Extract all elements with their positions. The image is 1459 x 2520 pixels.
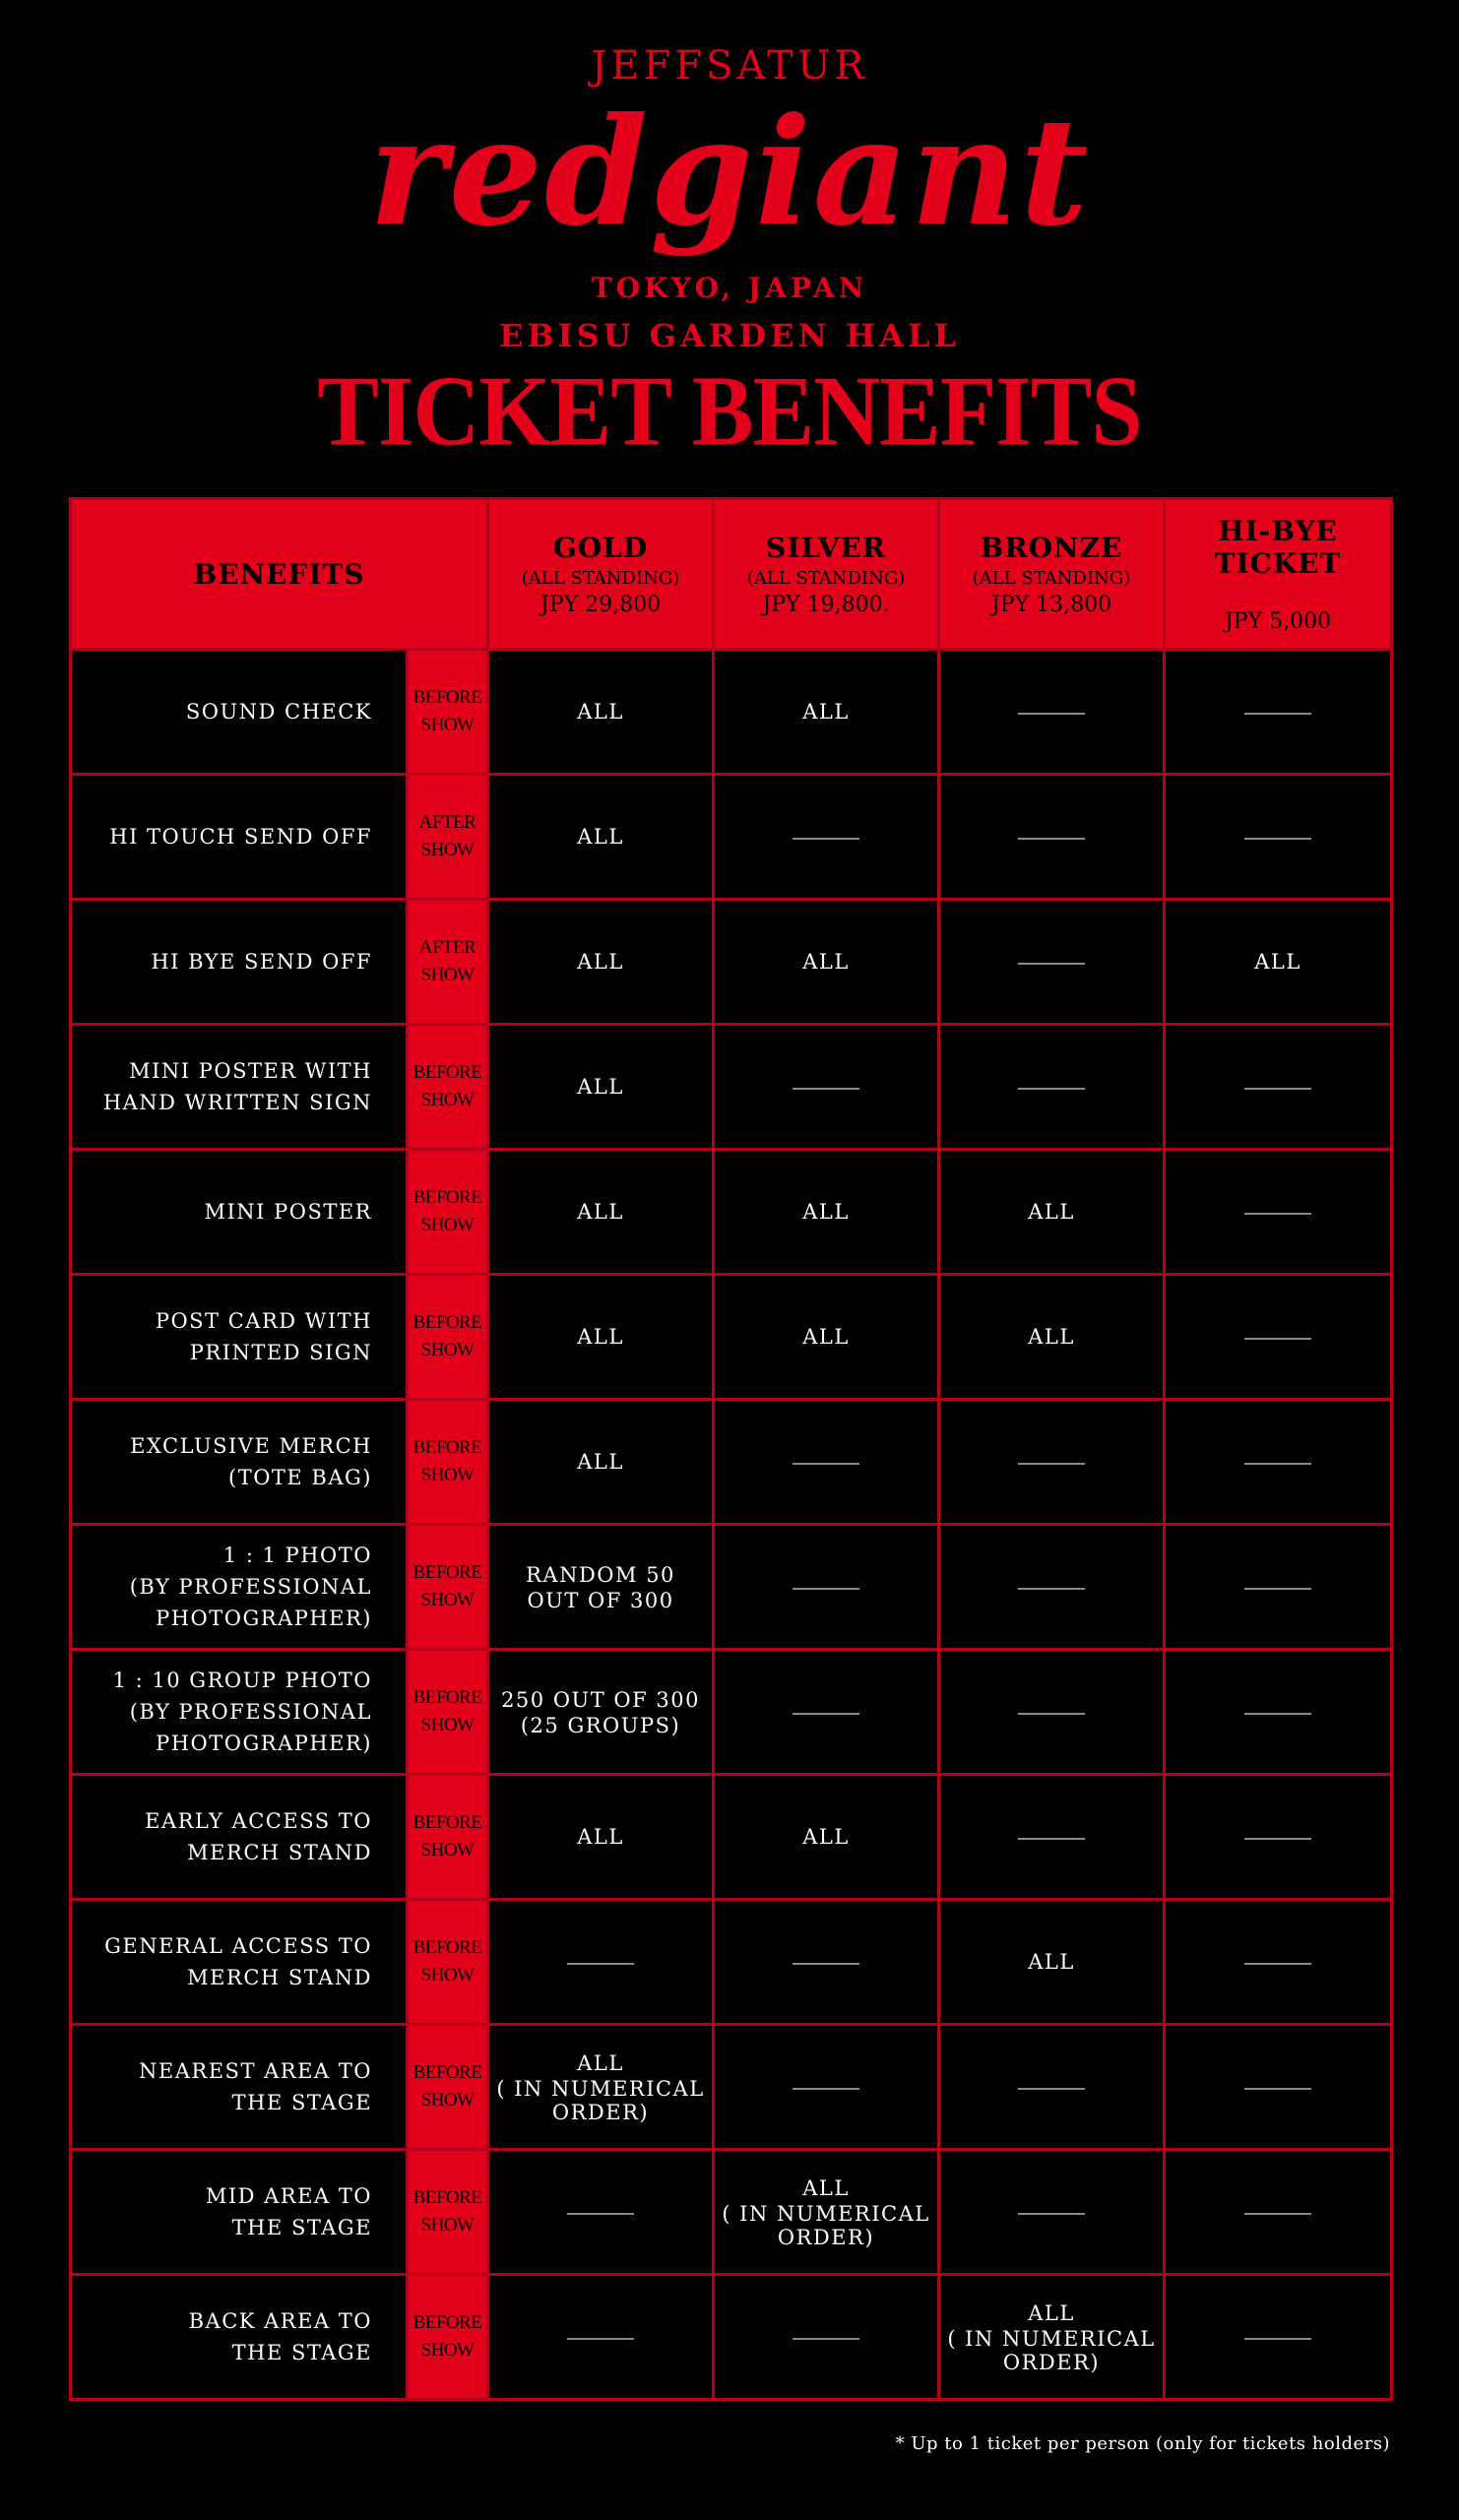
tier-price: JPY 5,000 — [1224, 608, 1332, 634]
timing-line: BEFORE — [412, 1062, 482, 1083]
timing-line: SHOW — [420, 840, 475, 860]
benefit-name-line: MINI POSTER — [204, 1200, 372, 1224]
benefit-name — [71, 1650, 408, 1775]
tier-cell — [1165, 1150, 1392, 1275]
not-included-dash — [793, 1088, 859, 1090]
table-row — [71, 1775, 1392, 1900]
benefit-name — [71, 1900, 408, 2025]
tier-cell — [488, 1650, 714, 1775]
timing-badge — [408, 1525, 488, 1650]
tier-cell-line: ALL — [802, 1825, 850, 1849]
table-header-row — [71, 499, 1392, 650]
benefit-name — [71, 900, 408, 1025]
benefit-name-line: (BY PROFESSIONAL — [129, 1700, 372, 1724]
timing-badge — [408, 1025, 488, 1150]
tier-cell — [939, 650, 1165, 775]
not-included-dash — [1018, 2088, 1085, 2090]
not-included-dash — [793, 838, 859, 840]
tier-cell-line: ALL — [802, 950, 850, 974]
timing-line: BEFORE — [412, 687, 482, 708]
not-included-dash — [1244, 1963, 1311, 1965]
tier-cell — [488, 1150, 714, 1275]
tier-price: JPY 29,800 — [539, 592, 662, 617]
tier-cell — [714, 1650, 939, 1775]
timing-line: AFTER — [418, 812, 476, 833]
tier-cell — [714, 2275, 939, 2400]
tier-cell — [714, 1400, 939, 1525]
tier-cell-line: ALL — [577, 1075, 624, 1099]
tier-cell — [714, 1025, 939, 1150]
tier-cell-line: ALL — [1028, 1325, 1075, 1349]
tier-name: SILVER — [766, 531, 887, 564]
tier-cell — [939, 1525, 1165, 1650]
table-row — [71, 2275, 1392, 2400]
benefit-name — [71, 1775, 408, 1900]
tier-cell-line: ALL — [1028, 1200, 1075, 1224]
benefit-name-line: EARLY ACCESS TO — [145, 1809, 372, 1833]
benefit-name-line: THE STAGE — [231, 2091, 372, 2114]
table-row — [71, 650, 1392, 775]
not-included-dash — [1244, 2338, 1311, 2340]
timing-line: SHOW — [420, 2340, 475, 2361]
timing-line: BEFORE — [412, 1812, 482, 1833]
tier-cell — [1165, 1775, 1392, 1900]
tier-cell-line: 250 OUT OF 300 — [501, 1688, 700, 1712]
timing-badge — [408, 1900, 488, 2025]
tier-cell — [1165, 2275, 1392, 2400]
tier-cell-line: OUT OF 300 — [527, 1589, 674, 1612]
not-included-dash — [1244, 1338, 1311, 1340]
timing-line: BEFORE — [412, 2062, 482, 2083]
tier-cell-line: ALL — [1028, 2301, 1075, 2325]
tier-cell — [939, 775, 1165, 900]
tier-cell — [714, 650, 939, 775]
not-included-dash — [1018, 963, 1085, 965]
table-row — [71, 2150, 1392, 2275]
not-included-dash — [1244, 1213, 1311, 1215]
timing-line: SHOW — [420, 1965, 475, 1985]
tier-cell — [939, 2150, 1165, 2275]
not-included-dash — [1244, 1088, 1311, 1090]
tier-cell — [1165, 2150, 1392, 2275]
artist-logo: JEFFSATUR — [591, 43, 868, 89]
tier-cell-line: ( IN NUMERICAL — [722, 2202, 930, 2226]
not-included-dash — [793, 2088, 859, 2090]
not-included-dash — [793, 1588, 859, 1590]
tier-cell — [939, 1150, 1165, 1275]
tier-cell — [939, 2275, 1165, 2400]
benefit-name — [71, 1400, 408, 1525]
tier-cell — [714, 2025, 939, 2150]
city-label: TOKYO, JAPAN — [591, 272, 868, 304]
tier-cell — [488, 650, 714, 775]
tier-cell-line: ( IN NUMERICAL — [947, 2327, 1156, 2351]
tier-cell — [1165, 1400, 1392, 1525]
tier-cell-line: ALL — [577, 1325, 624, 1349]
benefit-name-line: THE STAGE — [231, 2341, 372, 2364]
tier-cell-line: ALL — [1254, 950, 1301, 974]
timing-line: SHOW — [420, 1590, 475, 1610]
table-row — [71, 775, 1392, 900]
tier-cell — [1165, 1275, 1392, 1400]
tier-cell — [939, 2025, 1165, 2150]
tier-cell-line: ALL — [802, 2176, 850, 2200]
timing-line: BEFORE — [412, 1937, 482, 1958]
tier-cell-line: ALL — [802, 1200, 850, 1224]
benefit-name-line: HI BYE SEND OFF — [151, 950, 372, 974]
timing-line: SHOW — [420, 965, 475, 985]
timing-badge — [408, 900, 488, 1025]
not-included-dash — [1244, 2088, 1311, 2090]
tier-cell-line: ORDER) — [777, 2226, 875, 2249]
timing-line: AFTER — [418, 937, 476, 958]
timing-line: BEFORE — [412, 2312, 482, 2333]
timing-badge — [408, 2150, 488, 2275]
tier-cell — [488, 2025, 714, 2150]
benefit-name-line: SOUND CHECK — [185, 700, 372, 724]
not-included-dash — [793, 1713, 859, 1715]
benefit-name — [71, 775, 408, 900]
tier-name: BRONZE — [980, 531, 1123, 564]
tier-cell — [714, 900, 939, 1025]
benefit-name-line: 1 : 10 GROUP PHOTO — [112, 1669, 372, 1692]
not-included-dash — [793, 2338, 859, 2340]
tier-cell-line: ALL — [577, 1450, 624, 1474]
tier-cell — [939, 1900, 1165, 2025]
tier-cell — [714, 1775, 939, 1900]
page-title: TICKET BENEFITS — [317, 355, 1142, 468]
timing-line: SHOW — [420, 1715, 475, 1735]
benefits-table — [69, 497, 1393, 2401]
timing-badge — [408, 2025, 488, 2150]
table-row — [71, 1150, 1392, 1275]
tier-cell-line: ORDER) — [551, 2101, 650, 2124]
timing-line: SHOW — [420, 1340, 475, 1360]
not-included-dash — [1244, 1588, 1311, 1590]
tier-cell — [939, 1025, 1165, 1150]
table-row — [71, 1900, 1392, 2025]
tier-cell — [1165, 650, 1392, 775]
tier-cell — [488, 1525, 714, 1650]
benefits-header: BENEFITS — [71, 499, 488, 650]
tier-cell-line: ALL — [577, 1825, 624, 1849]
not-included-dash — [1244, 713, 1311, 715]
table-row — [71, 1275, 1392, 1400]
benefit-name — [71, 1525, 408, 1650]
not-included-dash — [1018, 1713, 1085, 1715]
tier-cell — [714, 2150, 939, 2275]
not-included-dash — [567, 1963, 634, 1965]
tier-header-hi-bye — [1165, 499, 1392, 650]
not-included-dash — [1018, 713, 1085, 715]
timing-line: BEFORE — [412, 1312, 482, 1333]
benefit-name — [71, 1275, 408, 1400]
timing-badge — [408, 1650, 488, 1775]
tier-price: JPY 13,800 — [990, 592, 1112, 617]
tier-price: JPY 19,800. — [762, 592, 890, 617]
timing-line: BEFORE — [412, 1562, 482, 1583]
tier-sub: (ALL STANDING) — [521, 567, 680, 589]
tier-cell — [488, 900, 714, 1025]
tier-cell-line: ALL — [1028, 1950, 1075, 1974]
benefit-name-line: NEAREST AREA TO — [139, 2059, 372, 2083]
tier-cell-line: (25 GROUPS) — [520, 1714, 681, 1737]
benefit-name-line: MINI POSTER WITH — [129, 1059, 372, 1083]
tier-cell-line: ORDER) — [1002, 2351, 1101, 2374]
tier-cell — [1165, 775, 1392, 900]
benefit-name — [71, 2025, 408, 2150]
timing-line: SHOW — [420, 1215, 475, 1235]
tier-cell-line: ALL — [802, 1325, 850, 1349]
not-included-dash — [1244, 838, 1311, 840]
not-included-dash — [1018, 1088, 1085, 1090]
not-included-dash — [1244, 1838, 1311, 1840]
not-included-dash — [567, 2338, 634, 2340]
benefit-name-line: 1 : 1 PHOTO — [222, 1544, 372, 1567]
tier-cell-line: ALL — [577, 950, 624, 974]
tier-cell — [1165, 1900, 1392, 2025]
not-included-dash — [1018, 838, 1085, 840]
tier-cell — [1165, 1525, 1392, 1650]
tier-sub: (ALL STANDING) — [746, 567, 906, 589]
benefit-name-line: GENERAL ACCESS TO — [104, 1934, 372, 1958]
timing-badge — [408, 1775, 488, 1900]
benefit-name — [71, 650, 408, 775]
not-included-dash — [1244, 1463, 1311, 1465]
benefit-name-line: HI TOUCH SEND OFF — [109, 825, 372, 849]
tier-sub — [1166, 584, 1390, 605]
table-row — [71, 1400, 1392, 1525]
tier-cell — [714, 775, 939, 900]
tier-name: GOLD — [552, 531, 649, 564]
tier-cell — [1165, 900, 1392, 1025]
not-included-dash — [1018, 1463, 1085, 1465]
not-included-dash — [1018, 1588, 1085, 1590]
timing-line: BEFORE — [412, 1187, 482, 1208]
tier-cell — [488, 1400, 714, 1525]
timing-badge — [408, 650, 488, 775]
tier-name: HI-BYE TICKET — [1214, 514, 1342, 580]
tier-cell-line: ALL — [577, 1200, 624, 1224]
benefit-name — [71, 1025, 408, 1150]
tier-cell — [939, 1275, 1165, 1400]
footnote: * Up to 1 ticket per person (only for tickets holders) — [895, 2433, 1390, 2454]
tier-cell-line: ALL — [577, 825, 624, 849]
tier-cell — [488, 1900, 714, 2025]
benefit-rows — [71, 650, 1392, 2400]
benefit-name-line: PHOTOGRAPHER) — [156, 1606, 372, 1630]
benefit-name-line: (BY PROFESSIONAL — [129, 1575, 372, 1599]
not-included-dash — [1244, 2213, 1311, 2215]
benefit-name-line: BACK AREA TO — [188, 2309, 372, 2333]
timing-line: BEFORE — [412, 1687, 482, 1708]
timing-line: SHOW — [420, 1090, 475, 1110]
tier-header-bronze — [939, 499, 1165, 650]
timing-line: SHOW — [420, 2215, 475, 2236]
timing-line: SHOW — [420, 1465, 475, 1485]
tier-cell — [1165, 2025, 1392, 2150]
not-included-dash — [567, 2213, 634, 2215]
tier-cell-line: ( IN NUMERICAL — [496, 2077, 705, 2101]
tier-cell-line: ALL — [577, 700, 624, 724]
timing-badge — [408, 1275, 488, 1400]
timing-line: BEFORE — [412, 1437, 482, 1458]
tier-cell — [714, 1900, 939, 2025]
benefit-name-line: HAND WRITTEN SIGN — [102, 1091, 372, 1114]
not-included-dash — [1018, 1838, 1085, 1840]
benefit-name-line: EXCLUSIVE MERCH — [130, 1434, 372, 1458]
tier-cell — [939, 1650, 1165, 1775]
table-row — [71, 2025, 1392, 2150]
timing-line: SHOW — [420, 715, 475, 735]
benefit-name-line: (TOTE BAG) — [228, 1466, 372, 1489]
not-included-dash — [1244, 1713, 1311, 1715]
not-included-dash — [793, 1463, 859, 1465]
tier-cell — [488, 1025, 714, 1150]
benefit-name-line: THE STAGE — [231, 2216, 372, 2239]
timing-badge — [408, 775, 488, 900]
benefit-name-line: PRINTED SIGN — [189, 1341, 372, 1364]
timing-badge — [408, 1400, 488, 1525]
not-included-dash — [793, 1963, 859, 1965]
table-row — [71, 1650, 1392, 1775]
tier-cell — [1165, 1025, 1392, 1150]
benefit-name-line: PHOTOGRAPHER) — [156, 1732, 372, 1755]
benefit-name — [71, 2275, 408, 2400]
benefit-name-line: MID AREA TO — [205, 2184, 372, 2208]
venue-label: EBISU GARDEN HALL — [499, 317, 960, 354]
tour-logo: redgiant — [368, 86, 1091, 259]
tier-cell — [714, 1275, 939, 1400]
tier-cell — [714, 1525, 939, 1650]
tier-cell — [488, 2275, 714, 2400]
benefit-name-line: POST CARD WITH — [155, 1309, 372, 1333]
timing-line: SHOW — [420, 2090, 475, 2110]
tier-cell-line: RANDOM 50 — [526, 1563, 675, 1587]
table-row — [71, 900, 1392, 1025]
tier-cell — [939, 1775, 1165, 1900]
tier-cell — [488, 775, 714, 900]
timing-badge — [408, 2275, 488, 2400]
tier-cell-line: ALL — [802, 700, 850, 724]
table-row — [71, 1525, 1392, 1650]
tier-cell — [488, 1775, 714, 1900]
tier-cell — [1165, 1650, 1392, 1775]
benefit-name-line: MERCH STAND — [187, 1841, 372, 1864]
tier-cell — [939, 1400, 1165, 1525]
tier-header-silver — [714, 499, 939, 650]
benefit-name — [71, 1150, 408, 1275]
not-included-dash — [1018, 2213, 1085, 2215]
tier-header-gold — [488, 499, 714, 650]
table-row — [71, 1025, 1392, 1150]
tier-cell — [488, 1275, 714, 1400]
timing-line: BEFORE — [412, 2187, 482, 2208]
benefit-name — [71, 2150, 408, 2275]
timing-line: SHOW — [420, 1840, 475, 1860]
tier-cell — [714, 1150, 939, 1275]
tier-cell — [488, 2150, 714, 2275]
tier-cell — [939, 900, 1165, 1025]
tier-cell-line: ALL — [577, 2051, 624, 2075]
timing-badge — [408, 1150, 488, 1275]
benefit-name-line: MERCH STAND — [187, 1966, 372, 1989]
tier-sub: (ALL STANDING) — [972, 567, 1131, 589]
